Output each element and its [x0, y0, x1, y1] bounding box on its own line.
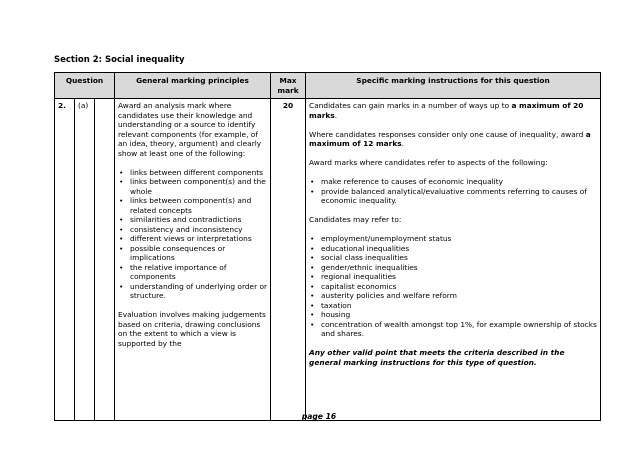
question-number: 2. — [55, 99, 75, 421]
list-item: • housing — [309, 310, 597, 320]
header-row — [55, 73, 601, 99]
general-intro: Award an analysis mark where candidates use their knowledge and understanding or a source to identify relevant components (for example, of an idea, theory, argument) and clearly show at least one of the following: — [118, 101, 262, 158]
list-item: • links between component(s) and related concepts — [118, 196, 267, 215]
list-item: • concentration of wealth amongst top 1%, for example ownership of stocks and shares. — [309, 320, 597, 339]
spec-para-2-bold: a maximum of 12 marks — [309, 129, 591, 148]
general-principles-cell — [115, 99, 271, 421]
spec-para-4: Candidates may refer to: — [309, 215, 402, 224]
list-item: • gender/ethnic inequalities — [309, 263, 597, 273]
spec-para-3: Award marks where candidates refer to aspects of the following: — [309, 158, 548, 167]
question-part: (a) — [75, 99, 95, 421]
list-item: • social class inequalities — [309, 253, 597, 263]
list-item: • capitalist economics — [309, 282, 597, 292]
page-number: page 16 — [301, 412, 337, 421]
header-general: General marking principles — [115, 73, 271, 99]
list-item: • taxation — [309, 301, 597, 311]
list-item: • understanding of underlying order or structure. — [118, 282, 267, 301]
list-item: • links between component(s) and the whole — [118, 177, 267, 196]
spec-para-1-end: . — [334, 110, 338, 120]
list-item: • similarities and contradictions — [118, 215, 267, 225]
marking-table — [54, 72, 601, 421]
list-item: • different views or interpretations — [118, 234, 267, 244]
table-row — [55, 99, 601, 421]
list-item: • regional inequalities — [309, 272, 597, 282]
empty-cell — [95, 99, 115, 421]
list-item: • provide balanced analytical/evaluative comments referring to causes of economic inequality. — [309, 187, 597, 206]
spec-para-1-text: Candidates can gain marks in a number of ways up to — [309, 101, 512, 110]
header-question: Question — [55, 73, 115, 99]
header-specific: Specific marking instructions for this question — [306, 73, 601, 99]
general-evaluation: Evaluation involves making judgements based on criteria, drawing conclusions on the extent to which a view is supported by the — [118, 310, 266, 348]
list-item: • possible consequences or implications — [118, 244, 267, 263]
spec-para-2-text: Where candidates responses consider only one cause of inequality, award — [309, 129, 586, 139]
spec-para-1-bold: a maximum of 20 marks — [309, 101, 584, 120]
list-item: • the relative importance of components — [118, 263, 267, 282]
specific-instructions-cell — [306, 99, 601, 421]
header-max-mark: Max mark — [271, 73, 306, 99]
max-mark-value: 20 — [271, 99, 306, 421]
refer-list — [309, 234, 597, 339]
list-item: • links between different components — [118, 168, 267, 178]
spec-para-1 — [309, 101, 597, 120]
list-item: • consistency and inconsistency — [118, 225, 267, 235]
spec-para-2-end: . — [401, 139, 404, 148]
list-item: • austerity policies and welfare reform — [309, 291, 597, 301]
spec-closing: Any other valid point that meets the criteria described in the general marking instructions for this type of question. — [309, 348, 565, 367]
aspects-list — [309, 177, 597, 206]
spec-para-2 — [309, 130, 597, 149]
list-item: • make reference to causes of economic inequality — [309, 177, 597, 187]
list-item: • employment/unemployment status — [309, 234, 597, 244]
section-title: Section 2: Social inequality — [54, 55, 185, 65]
list-item: • educational inequalities — [309, 244, 597, 254]
general-list — [118, 168, 267, 301]
